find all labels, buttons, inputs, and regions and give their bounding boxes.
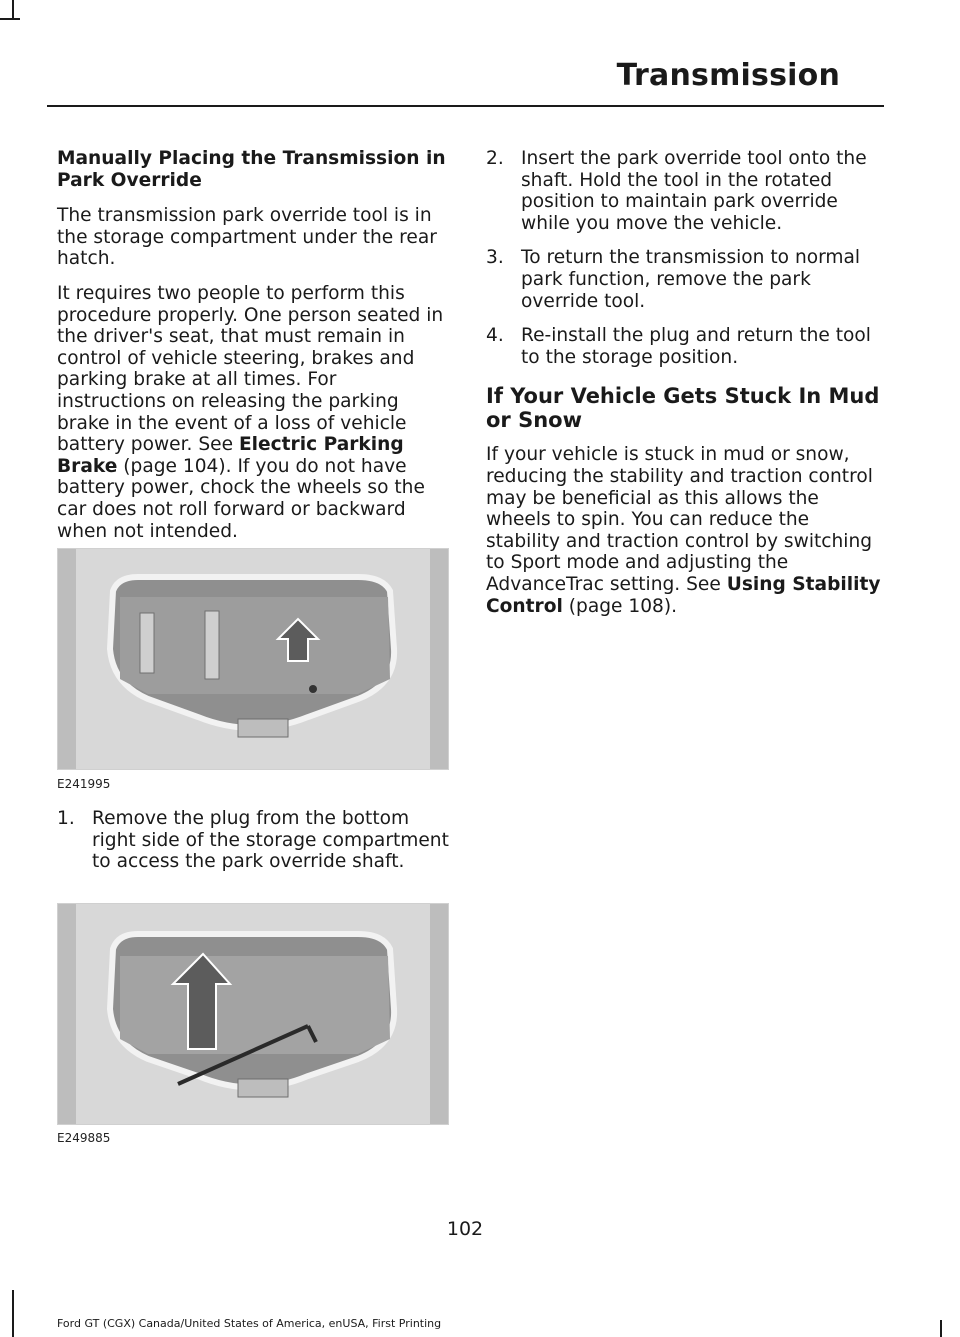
paragraph-stuck-vehicle	[486, 444, 882, 617]
header-title: Transmission	[616, 58, 840, 93]
crop-mark-top-left-v	[12, 0, 14, 20]
paragraph-stuck-text-2: (page 108).	[562, 595, 678, 617]
step-1-block	[57, 808, 449, 886]
step-text: Insert the park override tool onto the shaft. Hold the tool in the rotated position to maintain park override while you move the vehicle.	[521, 148, 867, 234]
paragraph-stuck-text-1: If your vehicle is stuck in mud or snow, reducing the stability and traction control may be beneficial as this allows the wheels to spin. You can reduce the stability and traction control by switching to Sport mode and adjusting the AdvanceTrac setting. See	[486, 444, 873, 595]
link-using-stability-control[interactable]: Using Stability Control	[486, 573, 881, 617]
paragraph-tool-location: The transmission park override tool is in the storage compartment under the rear hatch.	[57, 205, 437, 270]
left-column	[57, 148, 449, 555]
step-number: 1.	[57, 808, 75, 829]
header-rule	[47, 105, 884, 107]
crop-mark-top-left-h	[0, 18, 20, 20]
section-heading-park-override: Manually Placing the Transmission in Park Override	[57, 148, 446, 191]
step-number: 2.	[486, 148, 504, 169]
step-text: Remove the plug from the bottom right side of the storage compartment to access the park override shaft.	[92, 808, 449, 873]
section-heading-stuck-mud-snow: If Your Vehicle Gets Stuck In Mud or Snow	[486, 384, 880, 433]
step-2	[486, 148, 882, 234]
page-number: 102	[446, 1218, 484, 1240]
paragraph-two-people	[57, 283, 449, 542]
link-electric-parking-brake[interactable]: Electric Parking Brake	[57, 434, 404, 477]
storage-compartment-illustration	[58, 549, 448, 769]
footer-publication-info: Ford GT (CGX) Canada/United States of America, enUSA, First Printing	[57, 1317, 442, 1330]
step-3	[486, 247, 882, 312]
step-number: 3.	[486, 247, 504, 269]
figure-storage-compartment-plug	[57, 548, 449, 770]
page-header	[300, 58, 840, 93]
paragraph-two-people-text-1: It requires two people to perform this procedure properly. One person seated in the driver's seat, that must remain in control of vehicle steering, brakes and parking brake at all times. For instructions on releasing the parking brake in the event of a loss of vehicle battery power. See	[57, 282, 444, 456]
park-override-tool-illustration	[58, 904, 448, 1124]
figure-park-override-tool	[57, 903, 449, 1125]
paragraph-two-people-text-2: (page 104). If you do not have battery power, chock the wheels so the car does not roll forward or backward when not intended.	[57, 455, 425, 542]
step-1	[57, 808, 449, 873]
step-text: Re-install the plug and return the tool to the storage position.	[521, 325, 871, 368]
crop-mark-bottom-right-v	[940, 1320, 942, 1337]
crop-mark-bottom-left-v	[12, 1290, 14, 1337]
step-number: 4.	[486, 325, 504, 347]
step-4	[486, 325, 882, 368]
step-text: To return the transmission to normal park function, remove the park override tool.	[521, 247, 861, 312]
figure-code-1: E241995	[57, 777, 111, 791]
figure-code-2: E249885	[57, 1131, 111, 1145]
right-column	[486, 148, 882, 630]
